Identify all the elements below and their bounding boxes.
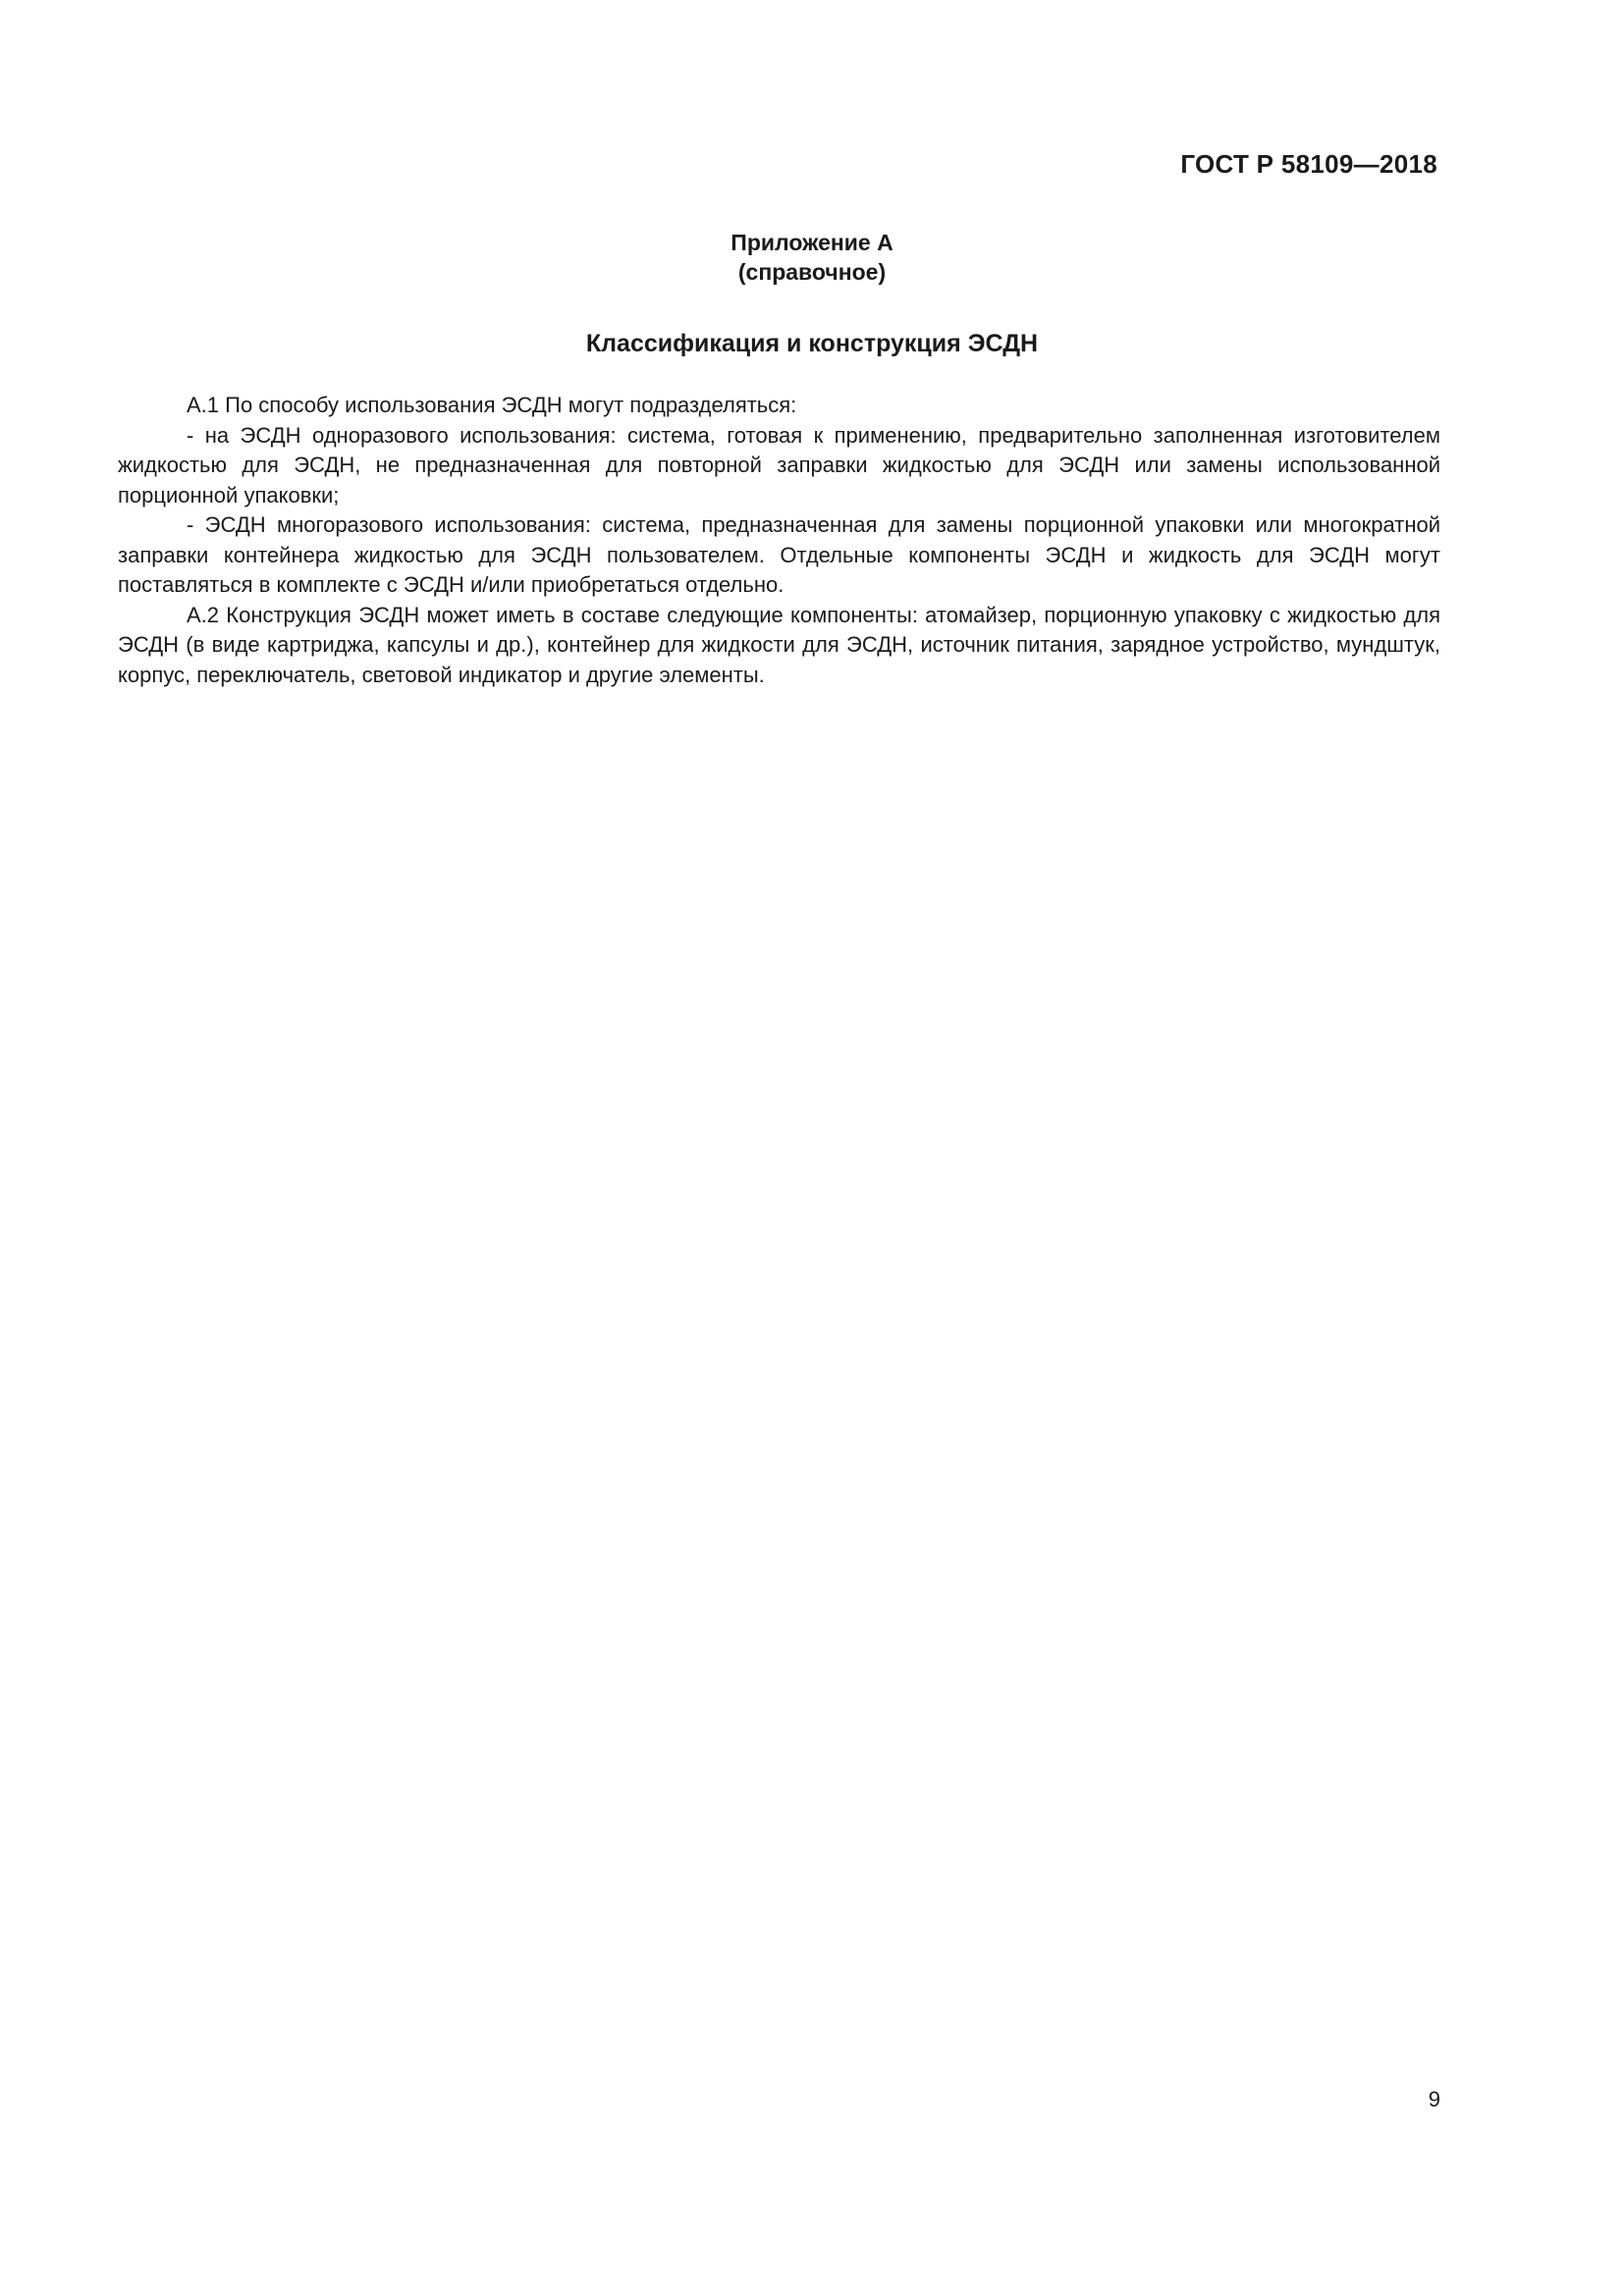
body-text xyxy=(118,391,1440,690)
document-code: ГОСТ Р 58109—2018 xyxy=(1180,149,1437,179)
appendix-title: Приложение А xyxy=(731,230,893,255)
paragraph-single-use: - на ЭСДН одноразового использования: система, готовая к применению, предварительно заполненная изготовителем жидкостью для ЭСДН, не предназначенная для повторной заправки жидкостью для ЭСДН или замены использованной порционной упаковки; xyxy=(118,422,1440,507)
section-title: Классификация и конструкция ЭСДН xyxy=(585,330,1039,357)
paragraph-reusable: - ЭСДН многоразового использования: система, предназначенная для замены порционной упаковки или многократной заправки контейнера жидкостью для ЭСДН пользователем. Отдельные компоненты ЭСДН и жидкость для ЭСДН могут поставляться в комплекте с ЭСДН и/или приобретаться отдельно. xyxy=(118,512,1440,597)
page-number: 9 xyxy=(1428,2087,1440,2111)
appendix-heading xyxy=(0,228,1624,287)
paragraph-a2: А.2 Конструкция ЭСДН может иметь в составе следующие компоненты: атомайзер, порционную упаковку с жидкостью для ЭСДН (в виде картриджа, капсулы и др.), контейнер для жидкости для ЭСДН, источник питания, зарядное устройство, мундштук, корпус, переключатель, световой индикатор и другие элементы. xyxy=(118,602,1440,687)
paragraph-a1: А.1 По способу использования ЭСДН могут подразделяться: xyxy=(187,393,797,417)
appendix-subtitle: (справочное) xyxy=(737,259,887,285)
